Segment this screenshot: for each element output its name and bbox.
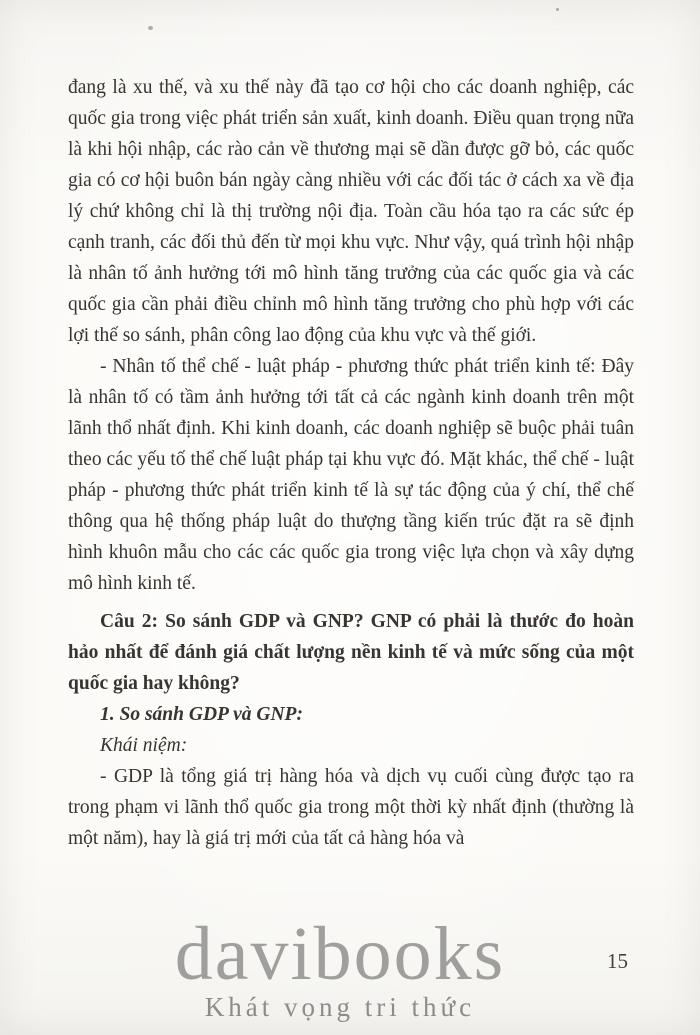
davibooks-watermark xyxy=(118,912,562,1022)
subheading-compare-gdp-gnp: 1. So sánh GDP và GNP: xyxy=(100,704,303,725)
page-number: 15 xyxy=(607,949,628,973)
paragraph-institutions-law: - Nhân tố thể chế - luật pháp - phương thức phát triển kinh tế: Đây là nhân tố có tầm ảnh hưởng tới tất cả các ngành kinh doanh trên một lãnh thổ nhất định. Khi kinh doanh, các doanh nghiệp sẽ buộc phải tuân theo các yếu tố thể chế luật pháp tại khu vực đó. Mặt khác, thể chế - luật pháp - phương thức phát triển kinh tế là sự tác động của ý chí, thể chế thông qua hệ thống pháp luật do thượng tầng kiến trúc đặt ra sẽ định hình khuôn mẫu cho các các quốc gia trong việc lựa chọn và xây dựng mô hình kinh tế. xyxy=(68,356,634,594)
scan-artifact xyxy=(148,26,153,30)
page-text-block xyxy=(68,72,634,854)
scan-artifact xyxy=(556,8,559,11)
paragraph-gdp-definition: - GDP là tổng giá trị hàng hóa và dịch vụ cuối cùng được tạo ra trong phạm vi lãnh thổ quốc gia trong một thời kỳ nhất định (thường là một năm), hay là giá trị mới của tất cả hàng hóa và xyxy=(68,766,634,849)
watermark-tagline: Khát vọng tri thức xyxy=(204,992,476,1022)
subheading-concept: Khái niệm: xyxy=(100,735,188,756)
paragraph-globalization-continuation: đang là xu thế, và xu thế này đã tạo cơ hội cho các doanh nghiệp, các quốc gia trong việc phát triển sản xuất, kinh doanh. Điều quan trọng nữa là khi hội nhập, các rào cản về thương mại sẽ dần được gỡ bỏ, các quốc gia có cơ hội buôn bán ngày càng nhiều với các đối tác ở cách xa về địa lý chứ không chỉ là thị trường nội địa. Toàn cầu hóa tạo ra các sức ép cạnh tranh, các đối thủ đến từ mọi khu vực. Như vậy, quá trình hội nhập là nhân tố ảnh hưởng tới mô hình tăng trưởng của các quốc gia và các quốc gia cần phải điều chỉnh mô hình tăng trưởng cho phù hợp với các lợi thế so sánh, phân công lao động của khu vực và thế giới. xyxy=(68,77,634,346)
watermark-logo-text: davibooks xyxy=(174,912,506,996)
question-2-heading: Câu 2: So sánh GDP và GNP? GNP có phải là thước đo hoàn hảo nhất để đánh giá chất lượng nền kinh tế và mức sống của một quốc gia hay không? xyxy=(68,611,634,694)
